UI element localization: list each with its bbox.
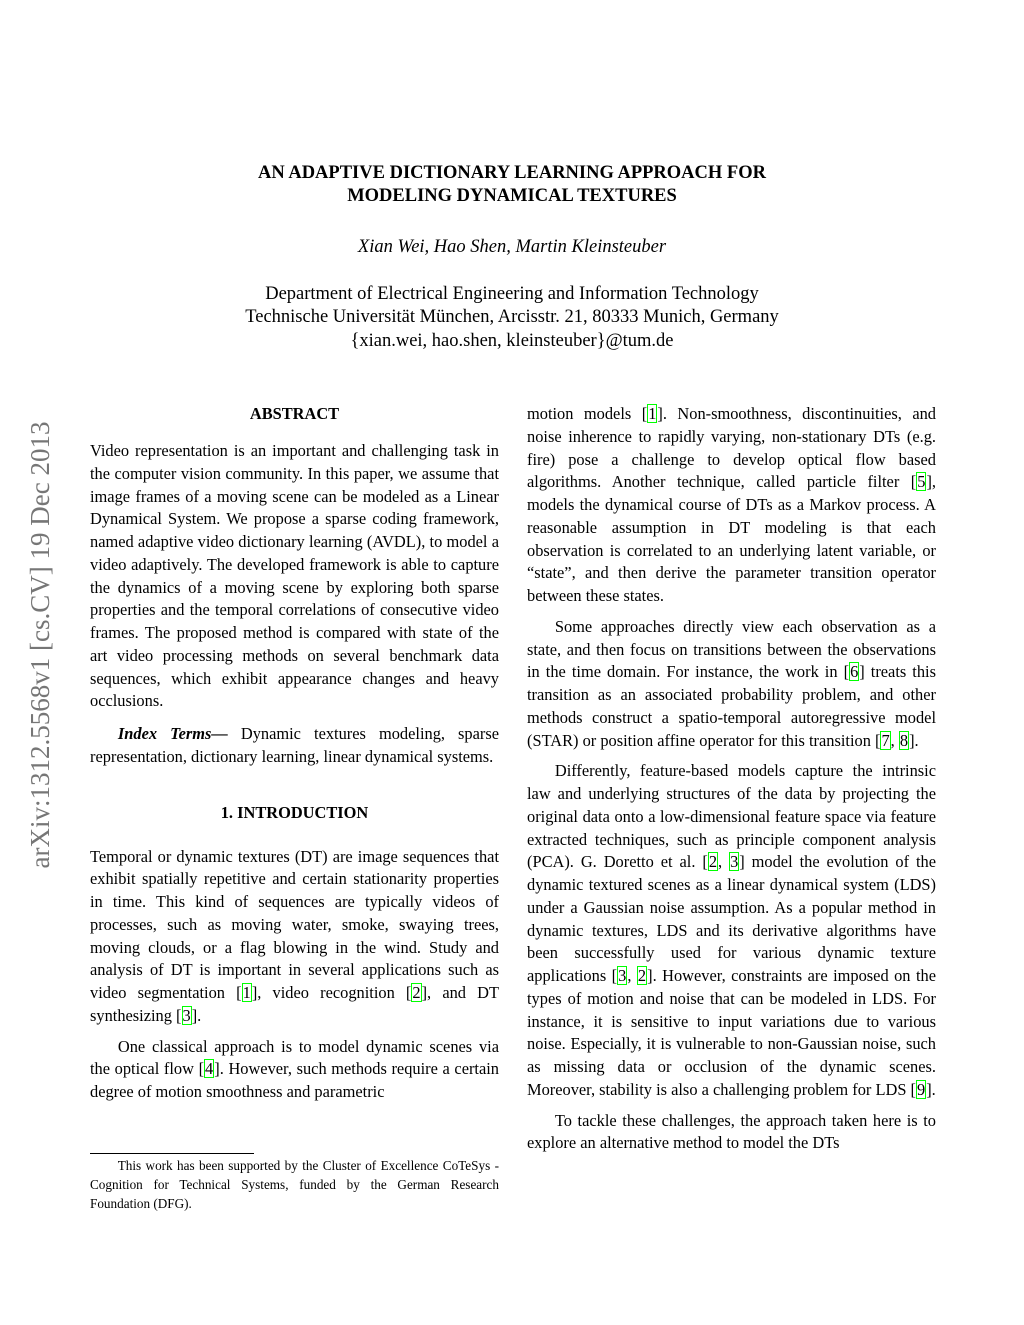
intro-paragraph-1 [90,846,499,1028]
citation-link[interactable]: 1 [648,404,657,423]
text-run: One classical approach is to model dynamic scenes via the optical flow [ [90,1036,499,1079]
citation-link[interactable]: 1 [242,983,251,1002]
text-run: motion models [ [527,404,648,423]
title-line-2: MODELING DYNAMICAL TEXTURES [347,186,677,206]
index-terms [90,723,499,769]
affiliation-emails: {xian.wei, hao.shen, kleinsteuber}@tum.de [350,330,674,351]
affiliation [162,283,862,353]
paper-title [162,162,862,208]
affiliation-department: Department of Electrical Engineering and Information Technology [265,284,759,304]
text-run: Some approaches directly view each observation as a state, and then focus on transitions between the observations in the time domain. For instance, the work in [ [527,616,936,682]
text-run: ]. However, constraints are imposed on the types of motion and noise that can be modeled in LDS. For instance, it is sensitive to input variations due to various noise. Especially, it is vulnerable to non-Gaussian noise, such as missing data or occlusion of the dynamic scenes. Moreover, stability is also a challenging problem for LDS [ [527,966,936,1099]
author-list: Xian Wei, Hao Shen, Martin Kleinsteuber [357,237,667,257]
text-run: ]. [909,730,919,750]
text-run: ], video recognition [ [251,983,412,1002]
text-run: ]. However, such methods require a certain degree of motion smoothness and parametric [90,1059,500,1101]
citation-link[interactable]: 2 [708,852,718,872]
text-run: , [718,852,730,872]
citation-link[interactable]: 6 [850,662,859,682]
footnote-rule [90,1153,254,1154]
text-run: ], models the dynamical course of DTs as a Markov process. A reasonable assumption in DT modeling is that each observation is correlated to an underlying latent variable, or “state”, and then derive the parameter transition operator between these states. [527,472,936,605]
text-run: ]. [191,1005,202,1025]
text-run: ]. Non-smoothness, discontinuities, and noise inherence to rapidly varying, non-stationary DTs (e.g. fire) pose a challenge to develop optical flow based algorithms. Another technique, called particle filter [ [527,404,936,492]
abstract-heading: ABSTRACT [249,404,340,423]
affiliation-university: Technische Universität München, Arcisstr. 21, 80333 Munich, Germany [245,307,779,328]
citation-link[interactable]: 3 [618,966,627,985]
text-run: , [890,730,899,750]
footnote: This work has been supported by the Cluster of Excellence CoTeSys - Cognition for Technical Systems, funded by the German Research Foundation (DFG). [90,1158,499,1211]
text-run: Differently, feature-based models capture the intrinsic law and underlying structures of the data by projecting the original data onto a low-dimensional feature space via feature extracted techniques, such as principle component analysis (PCA). G. Doretto et al. [ [527,761,936,872]
text-run: ], and DT synthesizing [ [90,983,499,1025]
left-column [90,403,499,1104]
right-paragraph-2 [527,616,936,753]
text-run: ]. [926,1079,936,1099]
text-run: ] model the evolution of the dynamic textured scenes as a linear dynamical system (LDS) under a Gaussian noise assumption. As a popular method in dynamic textures, LDS and its derivative algorithms have been successfully used for various dynamic texture applications [ [527,852,937,985]
right-column [527,403,936,1155]
abstract-text: Video representation is an important and challenging task in the computer vision community. In this paper, we assume that image frames of a moving scene can be modeled as a Linear Dynamical System. We propose a sparse coding framework, named adaptive video dictionary learning (AVDL), to model a video adaptively. The developed framework is able to capture the dynamics of a moving scene by exploring both sparse properties and the temporal correlations of consecutive video frames. The proposed method is compared with state of the art video processing methods on several benchmark data sequences, which exhibit appearance changes and heavy occlusions. [90,441,499,711]
citation-link[interactable]: 3 [182,1005,191,1025]
text-run: , [627,966,637,985]
citation-link[interactable]: 8 [899,730,909,750]
citation-link[interactable]: 3 [730,852,739,872]
right-paragraph-1 [527,403,936,608]
citation-link[interactable]: 5 [917,472,926,492]
citation-link[interactable]: 7 [881,730,890,750]
intro-heading: 1. INTRODUCTION [220,802,369,822]
right-paragraph-3 [527,760,936,1101]
citation-link[interactable]: 4 [205,1059,214,1079]
text-run: ] treats this transition as an associated probability problem, and other methods construct a spatio-temporal autoregressive model (STAR) or position affine operator for this transition [ [527,662,936,750]
index-terms-label: Index Terms— [117,724,228,743]
arxiv-stamp: arXiv:1312.5568v1 [cs.CV] 19 Dec 2013 [25,421,55,869]
text-run: Temporal or dynamic textures (DT) are image sequences that exhibit spatially repetitive and certain stationarity properties in time. This kind of sequences are typically videos of processes, such as moving water, smoke, swaying trees, moving clouds, or a flag blowing in the wind. Study and analysis of DT is important in several applications such as video segmentation [ [90,846,499,1002]
index-terms-text: Dynamic textures modeling, sparse representation, dictionary learning, linear dynamical systems. [90,724,500,766]
citation-link[interactable]: 9 [917,1079,926,1099]
title-line-1: AN ADAPTIVE DICTIONARY LEARNING APPROACH FOR [258,163,766,183]
citation-link[interactable]: 2 [412,983,421,1002]
right-paragraph-4: To tackle these challenges, the approach taken here is to explore an alternative method to model the DTs [527,1110,936,1153]
citation-link[interactable]: 2 [637,966,647,985]
intro-paragraph-2 [90,1036,499,1104]
